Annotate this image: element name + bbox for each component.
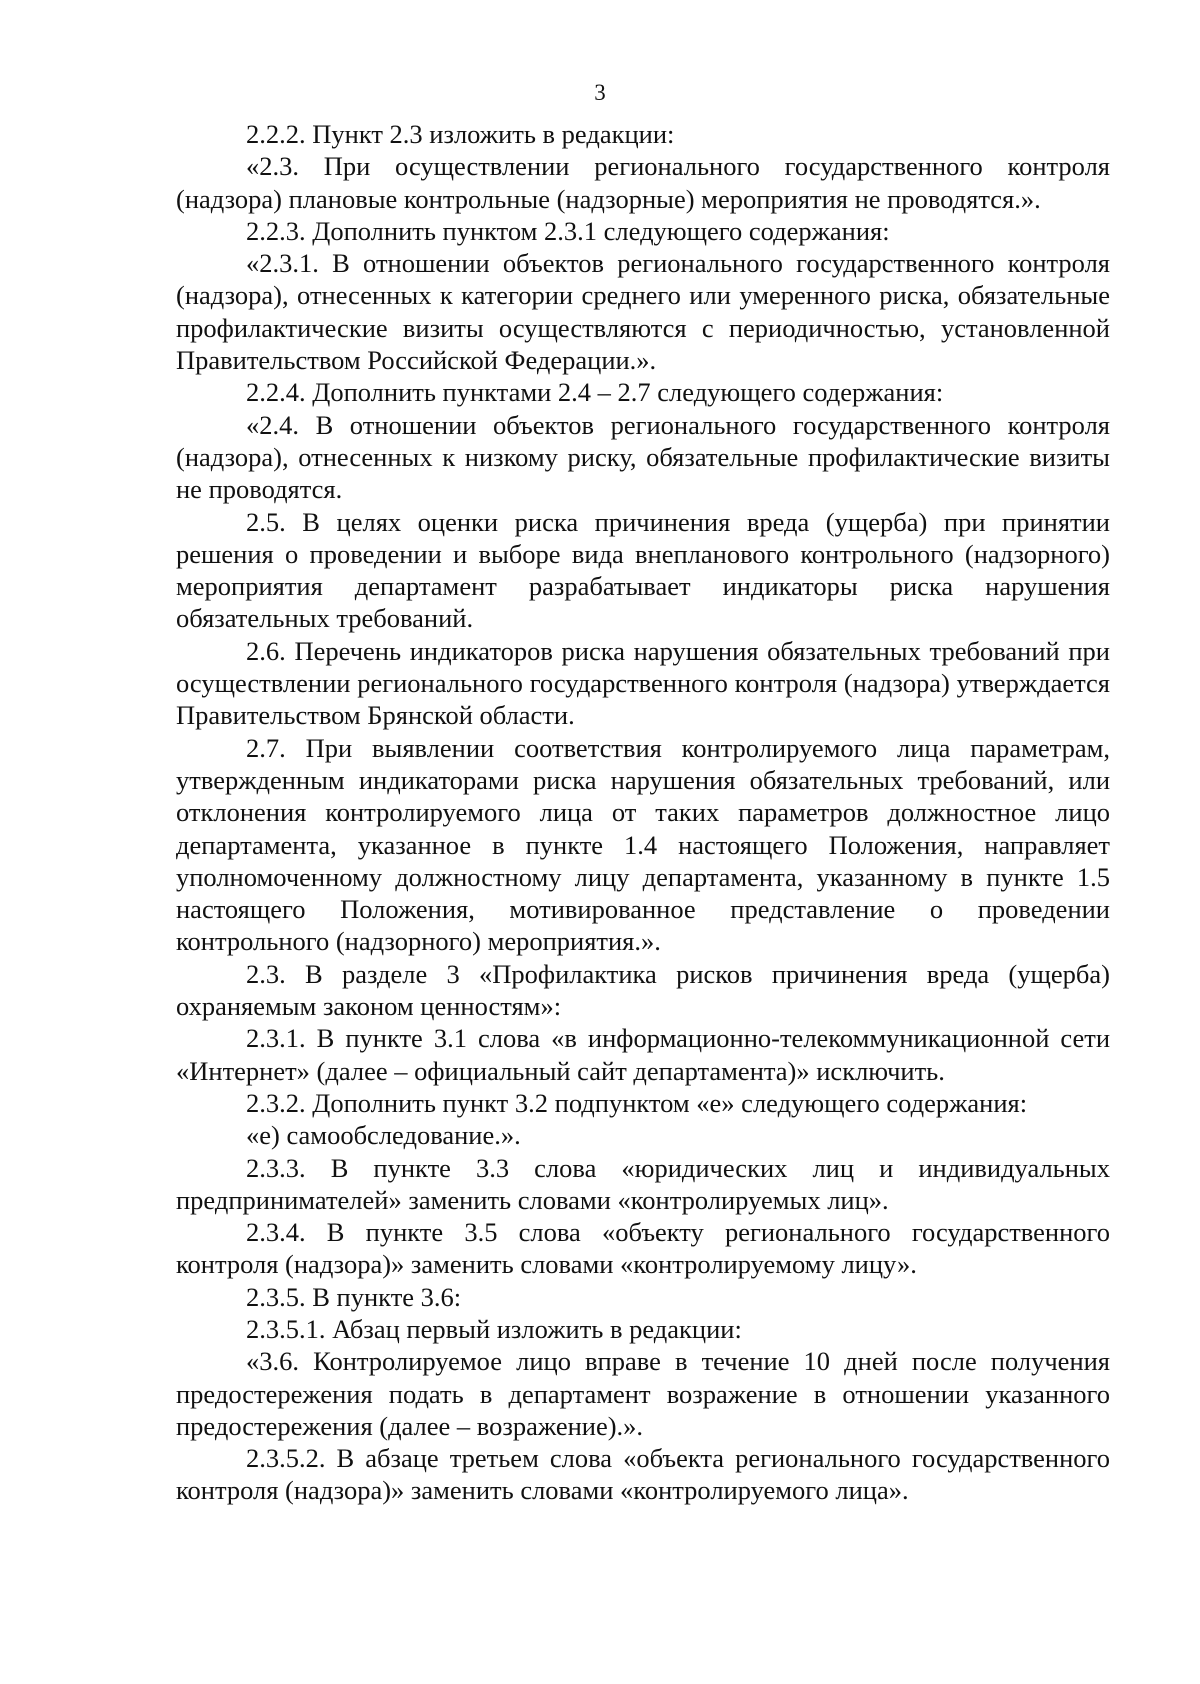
paragraph-2-2-4: 2.2.4. Дополнить пунктами 2.4 – 2.7 следующего содержания: [246, 377, 944, 408]
document-body [176, 118, 1110, 1507]
paragraph-2-3-3: 2.3.3. В пункте 3.3 слова «юридических лиц и индивидуальных предпринимателей» заменить словами «контролируемых лиц». [176, 1152, 1110, 1215]
paragraph-2-5: 2.5. В целях оценки риска причинения вреда (ущерба) при принятии решения о проведении и выборе вида внепланового контрольного (надзорного) мероприятия департамент разрабатывает индикаторы риска нарушения обязательных требований. [176, 506, 1110, 634]
paragraph-2-2-2: 2.2.2. Пункт 2.3 изложить в редакции: [246, 119, 675, 149]
paragraph-quote-2-3-1: «2.3.1. В отношении объектов регионального государственного контроля (надзора), отнесенных к категории среднего или умеренного риска, обязательные профилактические визиты осуществляются с периодичностью, установленной Правительством Российской Федерации.». [176, 248, 1110, 376]
paragraph-2-3-4: 2.3.4. В пункте 3.5 слова «объекту регионального государственного контроля (надзора)» заменить словами «контролируемому лицу». [176, 1217, 1110, 1280]
page-number: 3 [594, 80, 606, 105]
paragraph-2-3-5-1: 2.3.5.1. Абзац первый изложить в редакции: [246, 1313, 742, 1344]
paragraph-2-3-5-2: 2.3.5.2. В абзаце третьем слова «объекта регионального государственного контроля (надзора)» заменить словами «контролируемого лица». [176, 1443, 1110, 1506]
paragraph-2-3-2: 2.3.2. Дополнить пункт 3.2 подпунктом «е» следующего содержания: [246, 1087, 1028, 1118]
paragraph-2-3-5: 2.3.5. В пункте 3.6: [246, 1281, 462, 1312]
paragraph-2-6: 2.6. Перечень индикаторов риска нарушения обязательных требований при осуществлении регионального государственного контроля (надзора) утверждается Правительством Брянской области. [176, 635, 1110, 731]
paragraph-2-2-3: 2.2.3. Дополнить пунктом 2.3.1 следующего содержания: [246, 215, 890, 246]
paragraph-2-3-1: 2.3.1. В пункте 3.1 слова «в информационно-телекоммуникационной сети «Интернет» (далее – официальный сайт департамента)» исключить. [176, 1023, 1110, 1086]
paragraph-quote-2-4: «2.4. В отношении объектов регионального государственного контроля (надзора), отнесенных к низкому риску, обязательные профилактические визиты не проводятся. [176, 409, 1110, 505]
paragraph-quote-3-6: «3.6. Контролируемое лицо вправе в течение 10 дней после получения предостережения подать в департамент возражение в отношении указанного предостережения (далее – возражение).». [176, 1346, 1110, 1441]
paragraph-2-3-section-3: 2.3. В разделе 3 «Профилактика рисков причинения вреда (ущерба) охраняемым законом ценностям»: [176, 958, 1110, 1022]
paragraph-2-7: 2.7. При выявлении соответствия контролируемого лица параметрам, утвержденным индикаторами риска нарушения обязательных требований, или отклонения контролируемого лица от таких параметров должностное лицо департамента, указанное в пункте 1.4 настоящего Положения, направляет уполномоченному должностному лицу департамента, указанному в пункте 1.5 настоящего Положения, мотивированное представление о проведении контрольного (надзорного) мероприятия.». [176, 732, 1110, 957]
paragraph-quote-2-3: «2.3. При осуществлении регионального государственного контроля (надзора) плановые контрольные (надзорные) мероприятия не проводятся.». [176, 151, 1110, 214]
paragraph-quote-e: «е) самообследование.». [246, 1120, 521, 1151]
